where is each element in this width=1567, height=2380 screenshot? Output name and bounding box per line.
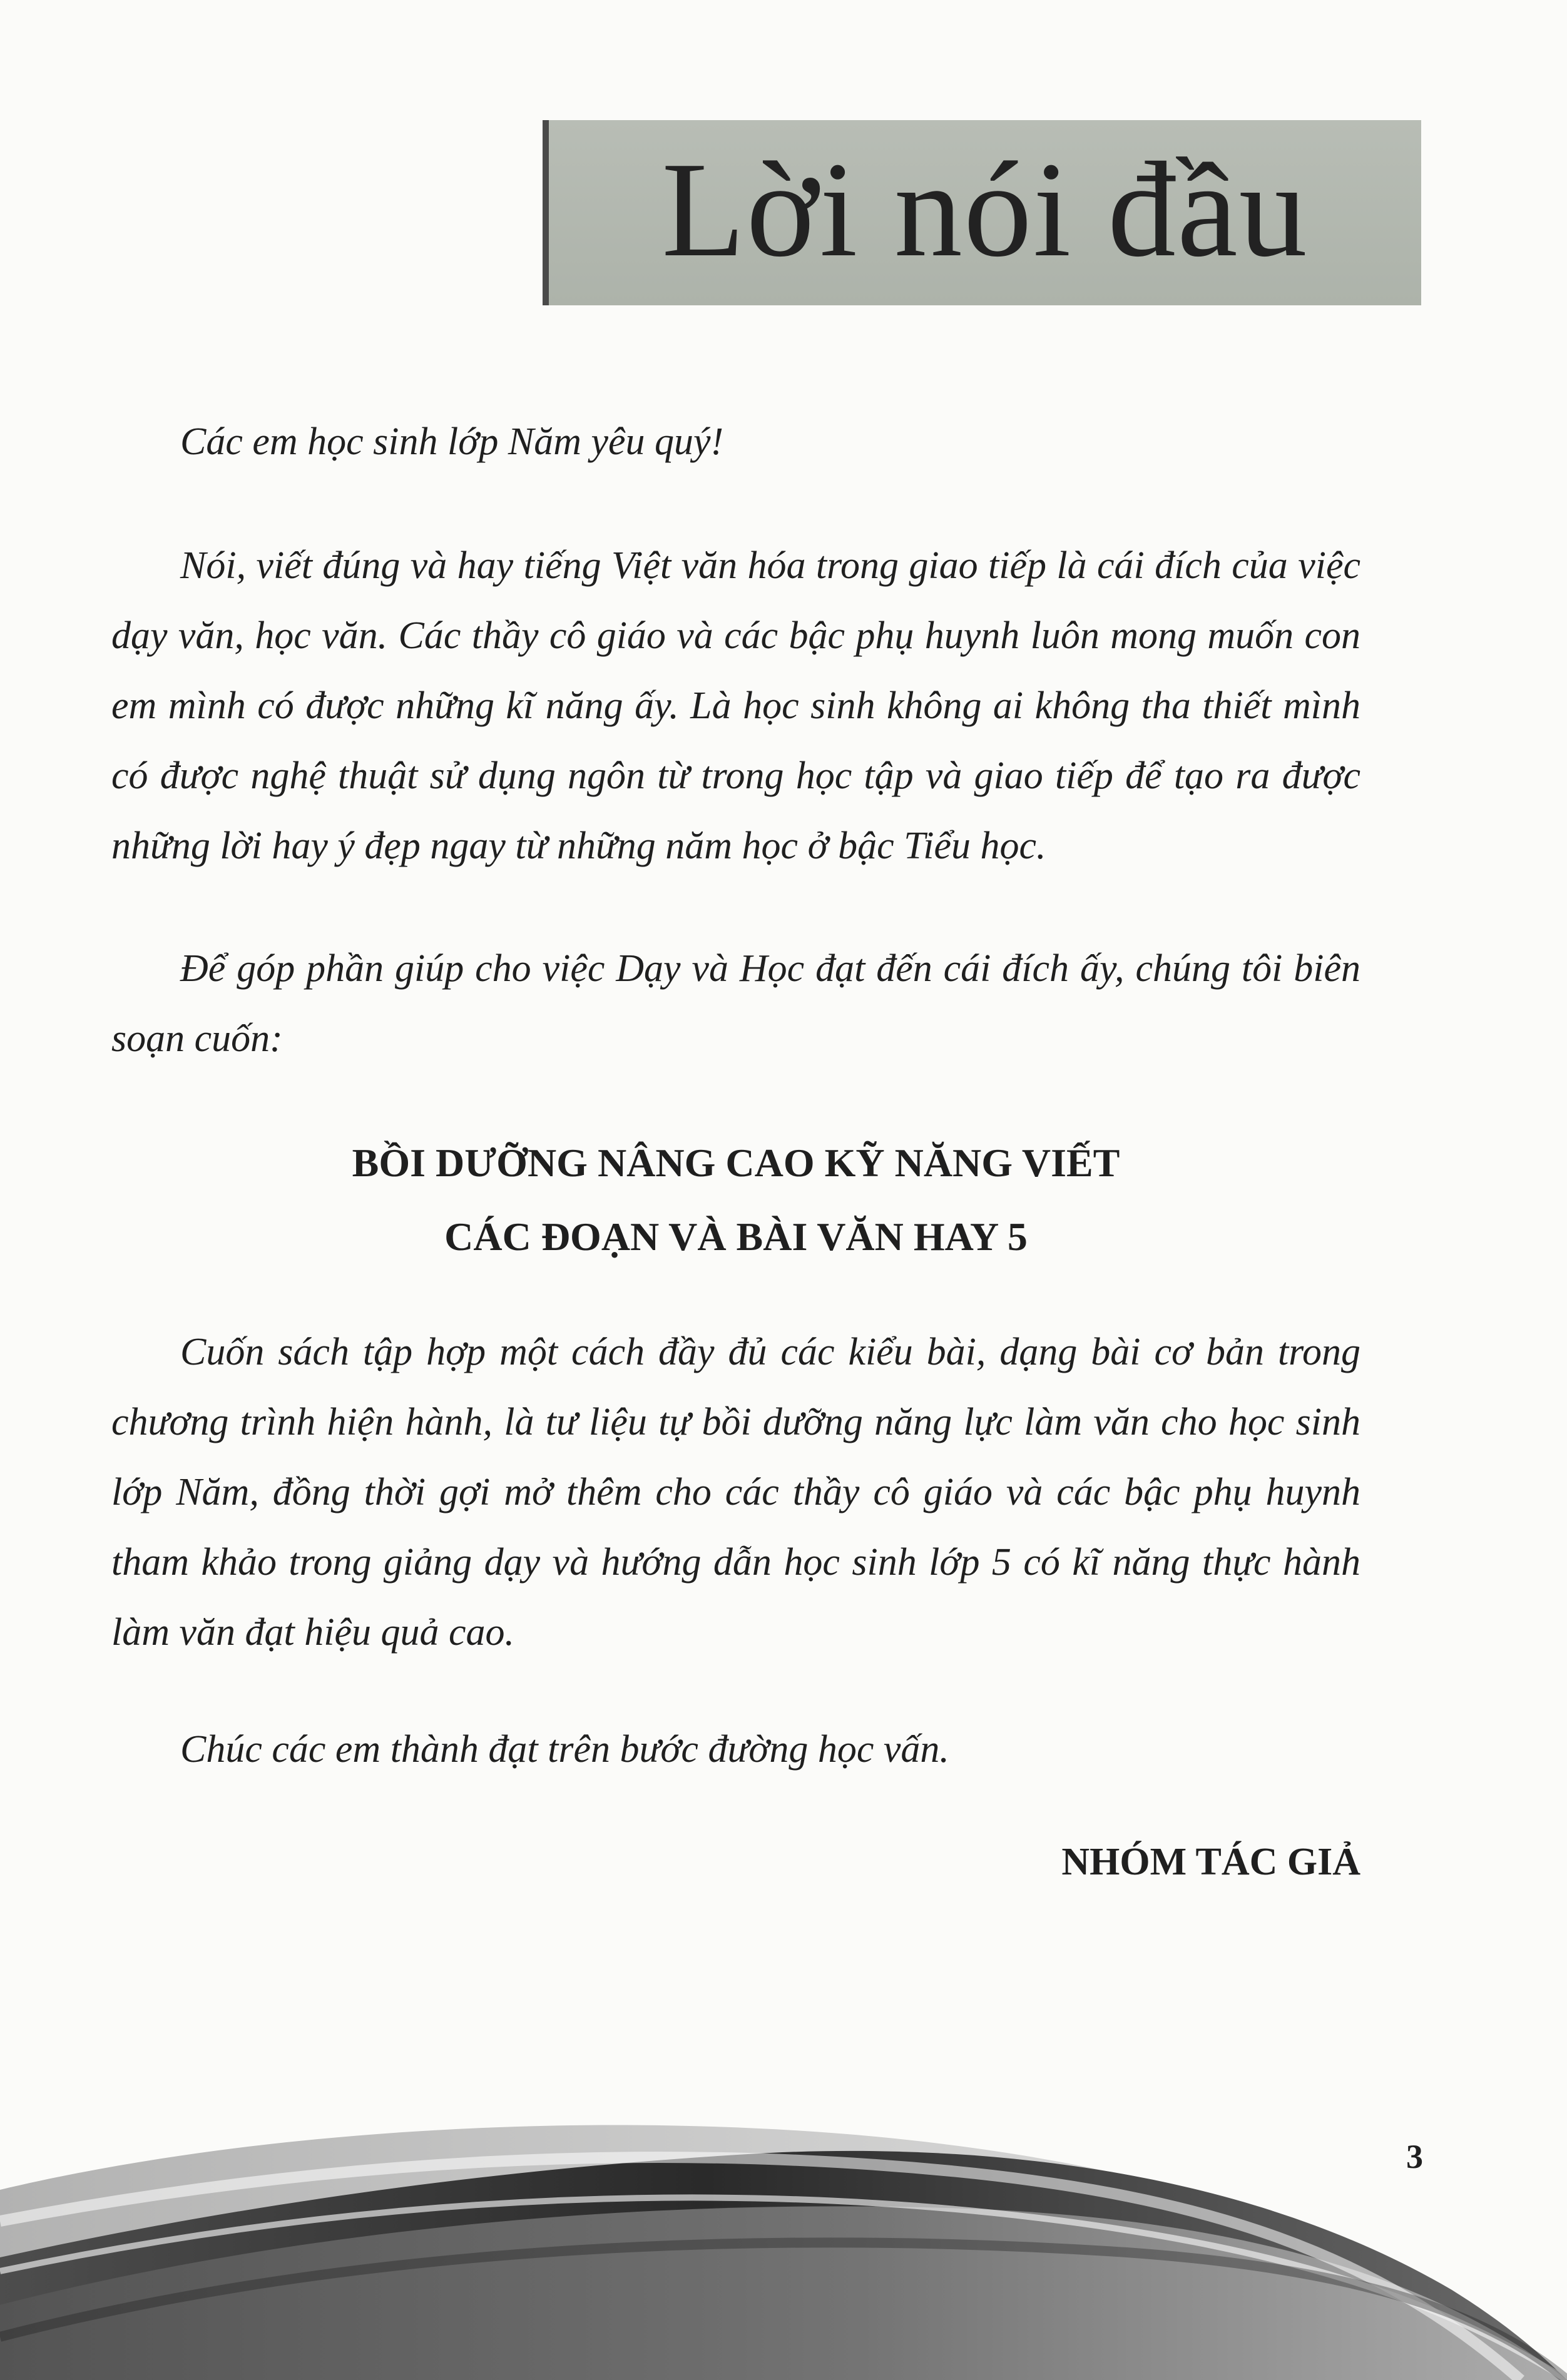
intro-paragraph-2: Để góp phần giúp cho việc Dạy và Học đạt đến cái đích ấy, chúng tôi biên soạn cuốn: bbox=[111, 947, 1360, 1060]
greeting-paragraph: Các em học sinh lớp Năm yêu quý! bbox=[180, 420, 724, 463]
book-title-line-2: CÁC ĐOẠN VÀ BÀI VĂN HAY 5 bbox=[444, 1214, 1028, 1259]
description-paragraph: Cuốn sách tập hợp một cách đầy đủ các kiểu bài, dạng bài cơ bản trong chương trình hiện hành, là tư liệu tự bồi dưỡng năng lực làm văn cho học sinh lớp Năm, đồng thời gợi mở thêm cho các thầy cô giáo và các bậc phụ huynh tham khảo trong giảng dạy và hướng dẫn học sinh lớp 5 có kĩ năng thực hành làm văn đạt hiệu quả cao. bbox=[111, 1331, 1360, 1654]
author-signature: NHÓM TÁC GIẢ bbox=[1061, 1841, 1360, 1883]
book-title bbox=[111, 1126, 1360, 1274]
page-title: Lời nói đầu bbox=[661, 135, 1309, 285]
book-title-line-1: BỒI DƯỠNG NÂNG CAO KỸ NĂNG VIẾT bbox=[352, 1141, 1120, 1185]
decorative-footer-waves bbox=[0, 2083, 1567, 2380]
title-banner bbox=[549, 120, 1421, 305]
closing-paragraph: Chúc các em thành đạt trên bước đường học vấn. bbox=[180, 1728, 949, 1771]
intro-paragraph-1: Nói, viết đúng và hay tiếng Việt văn hóa trong giao tiếp là cái đích của việc dạy văn, học văn. Các thầy cô giáo và các bậc phụ huynh luôn mong muốn con em mình có được những kĩ năng ấy. Là học sinh không ai không tha thiết mình có được nghệ thuật sử dụng ngôn từ trong học tập và giao tiếp để tạo ra được những lời hay ý đẹp ngay từ những năm học ở bậc Tiểu học. bbox=[111, 544, 1360, 867]
page-number: 3 bbox=[1406, 2138, 1423, 2175]
